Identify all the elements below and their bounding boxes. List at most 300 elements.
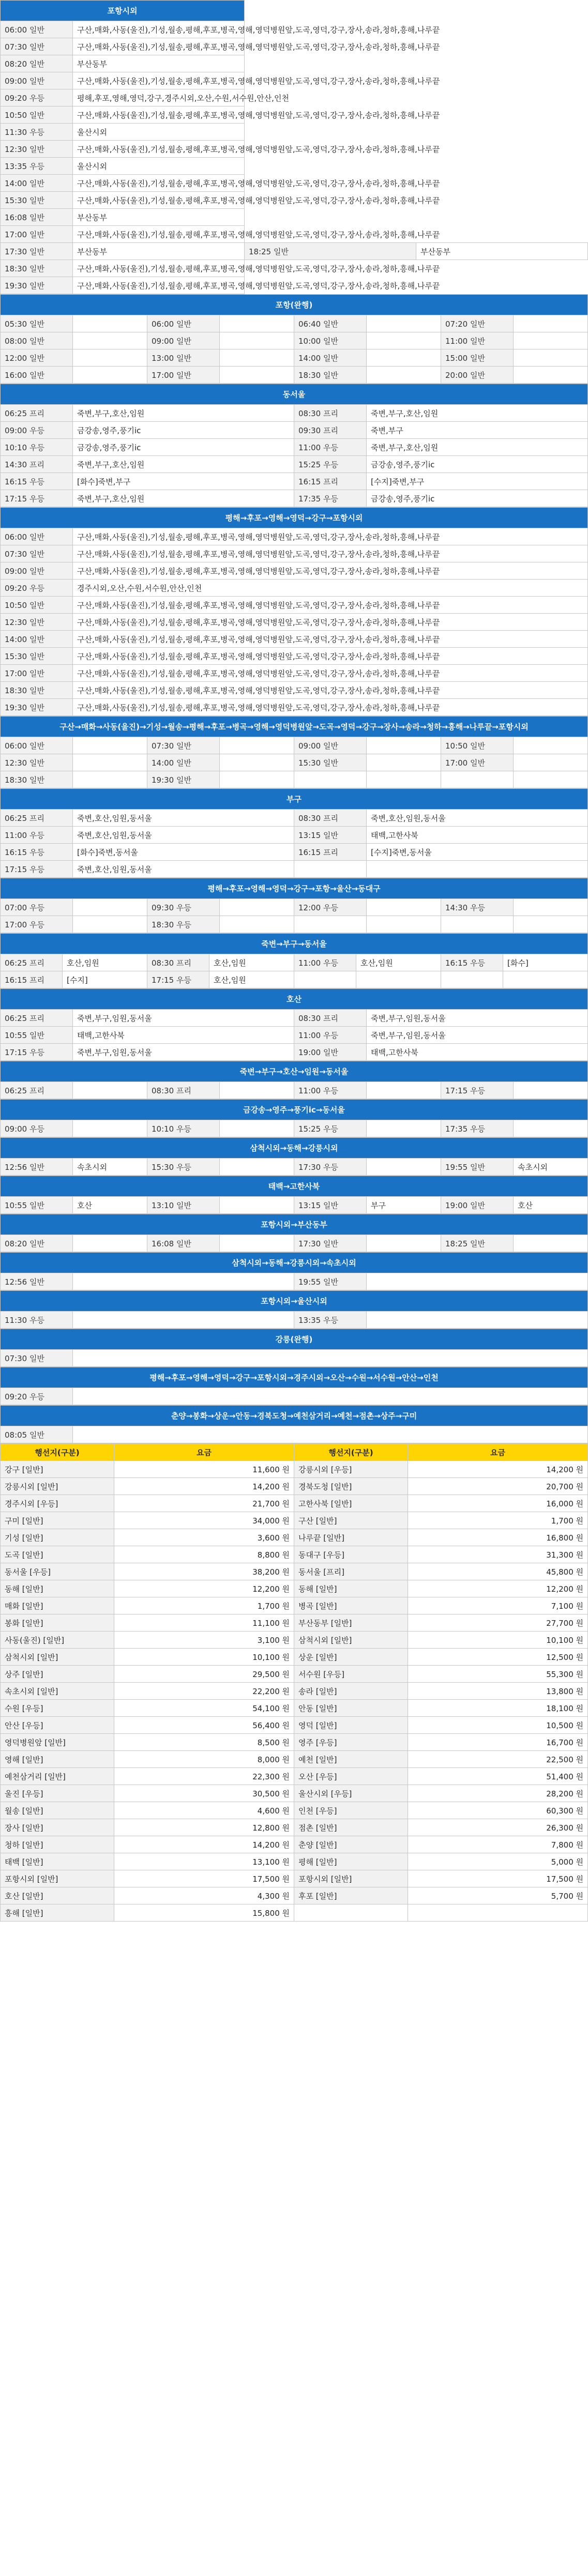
- stops: 구산,매화,사동(울진),기성,월송,평해,후포,병곡,영해,영덕병원앞,도곡,영덕,강구,장사,송라,청하,흥해,나루끝: [73, 260, 245, 277]
- stops: 금강송,영주,풍기ic: [367, 490, 588, 507]
- stops: [220, 737, 294, 754]
- fare-destination: 도곡 [일반]: [1, 1546, 114, 1563]
- schedule-row: [1, 916, 588, 933]
- departure-time: 06:00 일반: [1, 737, 73, 754]
- departure-time: 17:15 우등: [1, 490, 73, 507]
- fare-destination: 부산동부 [일반]: [294, 1614, 408, 1632]
- departure-time: 18:25 일반: [441, 1235, 514, 1252]
- fare-price: 3,100 원: [114, 1632, 294, 1649]
- fare-destination: 영해 [일반]: [1, 1751, 114, 1768]
- schedule-row: [1, 72, 588, 89]
- stops: [367, 754, 441, 771]
- departure-time: 11:00 우등: [294, 954, 356, 971]
- fare-price: 14,200 원: [114, 1478, 294, 1495]
- departure-time: 10:10 우등: [1, 439, 73, 456]
- stops: 죽변,호산,임원,동서울: [367, 810, 588, 827]
- fare-destination: 강릉시외 [우등]: [294, 1461, 408, 1478]
- route-title: 부구: [1, 789, 588, 810]
- departure-time: 06:40 일반: [294, 315, 367, 332]
- stops: [수지]죽변,동서울: [367, 844, 588, 861]
- schedule-row: [1, 597, 588, 614]
- schedule-row: [1, 89, 588, 106]
- departure-time: 17:30 일반: [294, 1235, 367, 1252]
- fare-price: 8,800 원: [114, 1546, 294, 1563]
- fare-price: 15,800 원: [114, 1904, 294, 1922]
- schedule-row: [1, 665, 588, 682]
- stops: [73, 771, 147, 788]
- stops: 죽변,부구,임원,동서울: [367, 1010, 588, 1027]
- fare-price: 1,700 원: [408, 1512, 588, 1529]
- departure-time: 17:15 우등: [1, 1044, 73, 1061]
- fare-destination: 태백 [일반]: [1, 1853, 114, 1870]
- fare-destination: 호산 [일반]: [1, 1887, 114, 1904]
- stops: [220, 1120, 294, 1137]
- departure-time: 07:30 일반: [1, 1350, 73, 1367]
- stops: [367, 1082, 441, 1099]
- stops: [220, 1235, 294, 1252]
- route-section: [0, 1290, 588, 1329]
- schedule-row: [1, 899, 588, 916]
- fare-row: [1, 1768, 588, 1785]
- schedule-row: [1, 682, 588, 699]
- route-title: 금강송→영주→풍기ic→동서울: [1, 1100, 588, 1120]
- route-section: [0, 716, 588, 788]
- schedule-row: [1, 771, 588, 788]
- fare-destination: 속초시외 [일반]: [1, 1683, 114, 1700]
- fare-row: [1, 1614, 588, 1632]
- departure-time: 15:25 우등: [294, 1120, 367, 1137]
- fare-price: 12,500 원: [408, 1649, 588, 1666]
- departure-time: 19:00 일반: [441, 1197, 514, 1214]
- stops: [514, 899, 588, 916]
- stops: 구산,매화,사동(울진),기성,월송,평해,후포,병곡,영해,영덕병원앞,도곡,영덕,강구,장사,송라,청하,흥해,나루끝: [73, 631, 588, 648]
- departure-time: 19:55 일반: [294, 1273, 367, 1290]
- departure-time: 18:25 일반: [245, 243, 416, 260]
- fare-destination: 동대구 [우등]: [294, 1546, 408, 1563]
- schedule-row: [1, 55, 588, 72]
- departure-time: [441, 971, 503, 988]
- fare-row: [1, 1666, 588, 1683]
- departure-time: [294, 771, 367, 788]
- fare-price: 26,300 원: [408, 1819, 588, 1836]
- departure-time: 16:08 일반: [147, 1235, 220, 1252]
- departure-time: 13:35 우등: [1, 158, 73, 175]
- departure-time: 17:15 우등: [1, 861, 73, 878]
- schedule-row: [1, 315, 588, 332]
- fare-destination: 수원 [우등]: [1, 1700, 114, 1717]
- schedule-row: [1, 243, 588, 260]
- stops: 구산,매화,사동(울진),기성,월송,평해,후포,병곡,영해,영덕병원앞,도곡,영덕,강구,장사,송라,청하,흥해,나루끝: [73, 699, 588, 716]
- route-title: 평해→후포→영해→영덕→강구→포항→울산→동대구: [1, 878, 588, 899]
- stops: 구산,매화,사동(울진),기성,월송,평해,후포,병곡,영해,영덕병원앞,도곡,영덕,강구,장사,송라,청하,흥해,나루끝: [73, 562, 588, 580]
- departure-time: 16:00 일반: [1, 367, 73, 384]
- stops: 죽변,부구,임원,동서울: [367, 1027, 588, 1044]
- route-title: 태백→고한사북: [1, 1176, 588, 1197]
- departure-time: 11:00 우등: [294, 439, 367, 456]
- fare-price: 13,800 원: [408, 1683, 588, 1700]
- fare-row: [1, 1887, 588, 1904]
- departure-time: 08:05 일반: [1, 1426, 73, 1443]
- route-title: 춘양→봉화→상운→안동→경북도청→예천삼거리→예천→점촌→상주→구미: [1, 1406, 588, 1426]
- stops: 구산,매화,사동(울진),기성,월송,평해,후포,병곡,영해,영덕병원앞,도곡,영덕,강구,장사,송라,청하,흥해,나루끝: [73, 21, 245, 38]
- stops: 구산,매화,사동(울진),기성,월송,평해,후포,병곡,영해,영덕병원앞,도곡,영덕,강구,장사,송라,청하,흥해,나루끝: [73, 192, 245, 209]
- fare-row: [1, 1700, 588, 1717]
- fare-price: 10,100 원: [408, 1632, 588, 1649]
- stops: 금강송,영주,풍기ic: [367, 456, 588, 473]
- departure-time: 12:00 우등: [294, 899, 367, 916]
- schedule-row: [1, 1197, 588, 1214]
- schedule-row: [1, 405, 588, 422]
- fare-destination: 동해 [일반]: [294, 1580, 408, 1597]
- departure-time: 20:00 일반: [441, 367, 514, 384]
- route-title: 포항(완행): [1, 295, 588, 315]
- stops: 부산동부: [416, 243, 588, 260]
- stops: 구산,매화,사동(울진),기성,월송,평해,후포,병곡,영해,영덕병원앞,도곡,영덕,강구,장사,송라,청하,흥해,나루끝: [73, 106, 245, 124]
- route-section: [0, 788, 588, 878]
- departure-time: 12:00 일반: [1, 349, 73, 367]
- fare-destination: 울진 [우등]: [1, 1785, 114, 1802]
- stops: [514, 916, 588, 933]
- fare-destination: 흥해 [일반]: [1, 1904, 114, 1922]
- stops: 울산시외: [73, 124, 245, 141]
- fare-price: 7,800 원: [408, 1836, 588, 1853]
- departure-time: 14:00 일반: [294, 349, 367, 367]
- fare-row: [1, 1904, 588, 1922]
- stops: [220, 349, 294, 367]
- stops: 죽변,부구,임원,동서울: [73, 1044, 294, 1061]
- fare-row: [1, 1870, 588, 1887]
- departure-time: 06:25 프리: [1, 405, 73, 422]
- schedule-row: [1, 1120, 588, 1137]
- schedule-row: [1, 861, 588, 878]
- fare-destination: 삼척시외 [일반]: [294, 1632, 408, 1649]
- fare-price: 17,500 원: [114, 1870, 294, 1887]
- departure-time: 06:25 프리: [1, 954, 63, 971]
- fare-price: 5,000 원: [408, 1853, 588, 1870]
- fare-destination: 영주 [우등]: [294, 1734, 408, 1751]
- departure-time: 14:00 일반: [147, 754, 220, 771]
- departure-time: 09:20 우등: [1, 1388, 73, 1405]
- stops: [220, 916, 294, 933]
- departure-time: 11:30 우등: [1, 1312, 73, 1329]
- stops: [73, 1426, 588, 1443]
- schedule-row: [1, 827, 588, 844]
- schedule-row: [1, 580, 588, 597]
- schedule-row: [1, 844, 588, 861]
- departure-time: 19:00 일반: [294, 1044, 367, 1061]
- fare-destination: 안동 [일반]: [294, 1700, 408, 1717]
- departure-time: 09:00 일반: [1, 562, 73, 580]
- schedule-row: [1, 1312, 588, 1329]
- fare-header-row: [1, 1444, 588, 1461]
- departure-time: 09:20 우등: [1, 89, 73, 106]
- stops: [367, 1235, 441, 1252]
- fare-price: 11,100 원: [114, 1614, 294, 1632]
- fare-row: [1, 1751, 588, 1768]
- fare-price: 8,000 원: [114, 1751, 294, 1768]
- departure-time: 17:00 우등: [1, 916, 73, 933]
- departure-time: 08:30 프리: [147, 954, 209, 971]
- stops: [367, 1312, 588, 1329]
- schedule-row: [1, 21, 588, 38]
- fare-destination: 상주 [일반]: [1, 1666, 114, 1683]
- route-section: [0, 1367, 588, 1405]
- departure-time: 06:00 일반: [1, 21, 73, 38]
- route-title: 삼척시외→동해→강릉시외→속초시외: [1, 1253, 588, 1273]
- fare-destination: 사동(울진) [일반]: [1, 1632, 114, 1649]
- fare-destination: 동해 [일반]: [1, 1580, 114, 1597]
- stops: [220, 367, 294, 384]
- departure-time: 18:30 일반: [294, 367, 367, 384]
- departure-time: 12:56 일반: [1, 1273, 73, 1290]
- departure-time: 17:35 우등: [294, 490, 367, 507]
- fare-row: [1, 1546, 588, 1563]
- departure-time: 17:30 우등: [294, 1159, 367, 1176]
- stops: 죽변,호산,임원,동서울: [73, 827, 294, 844]
- schedule-row: [1, 277, 588, 294]
- departure-time: 06:25 프리: [1, 1010, 73, 1027]
- departure-time: 13:35 우등: [294, 1312, 367, 1329]
- route-section: [0, 384, 588, 507]
- stops: 구산,매화,사동(울진),기성,월송,평해,후포,병곡,영해,영덕병원앞,도곡,영덕,강구,장사,송라,청하,흥해,나루끝: [73, 545, 588, 562]
- fare-price: 45,800 원: [408, 1563, 588, 1580]
- departure-time: 15:30 일반: [1, 648, 73, 665]
- stops: 죽변,부구,호산,임원: [367, 405, 588, 422]
- departure-time: 14:30 프리: [1, 456, 73, 473]
- stops: 죽변,부구,호산,임원: [367, 439, 588, 456]
- fare-price: 14,200 원: [114, 1836, 294, 1853]
- departure-time: 17:00 일반: [1, 665, 73, 682]
- fare-row: [1, 1461, 588, 1478]
- stops: 평해,후포,영해,영덕,강구,경주시외,오산,수원,서수원,안산,인천: [73, 89, 245, 106]
- departure-time: 09:00 우등: [1, 1120, 73, 1137]
- departure-time: 08:20 일반: [1, 1235, 73, 1252]
- departure-time: 15:30 우등: [147, 1159, 220, 1176]
- fare-destination: 포항시외 [일반]: [294, 1870, 408, 1887]
- departure-time: 08:00 일반: [1, 332, 73, 349]
- fare-column-header: 요금: [114, 1444, 294, 1461]
- stops: [73, 1120, 147, 1137]
- fare-price: 56,400 원: [114, 1717, 294, 1734]
- departure-time: 11:00 우등: [294, 1082, 367, 1099]
- departure-time: 09:00 우등: [1, 422, 73, 439]
- fare-price: 12,800 원: [114, 1819, 294, 1836]
- departure-time: 12:56 일반: [1, 1159, 73, 1176]
- schedule-row: [1, 38, 588, 55]
- stops: 부산동부: [73, 243, 245, 260]
- stops: [514, 332, 588, 349]
- stops: [73, 1388, 588, 1405]
- departure-time: 19:55 일반: [441, 1159, 514, 1176]
- departure-time: 17:00 일반: [441, 754, 514, 771]
- schedule-row: [1, 1426, 588, 1443]
- stops: [220, 899, 294, 916]
- stops: 구산,매화,사동(울진),기성,월송,평해,후포,병곡,영해,영덕병원앞,도곡,영덕,강구,장사,송라,청하,흥해,나루끝: [73, 72, 245, 89]
- fare-destination: 삼척시외 [일반]: [1, 1649, 114, 1666]
- schedule-row: [1, 754, 588, 771]
- route-section: [0, 1176, 588, 1214]
- route-title: 죽변→부구→호산→임원→동서울: [1, 1061, 588, 1082]
- stops: 경주시외,오산,수원,서수원,안산,인천: [73, 580, 588, 597]
- stops: [73, 737, 147, 754]
- departure-time: 13:10 일반: [147, 1197, 220, 1214]
- departure-time: 18:30 일반: [1, 260, 73, 277]
- fare-destination: 매화 [일반]: [1, 1597, 114, 1614]
- departure-time: 16:15 우등: [441, 954, 503, 971]
- fare-price: 8,500 원: [114, 1734, 294, 1751]
- stops: [503, 971, 588, 988]
- fare-table: [0, 1443, 588, 1922]
- fare-price: 16,000 원: [408, 1495, 588, 1512]
- fare-price: 4,600 원: [114, 1802, 294, 1819]
- schedule-row: [1, 209, 588, 226]
- fare-price: 55,300 원: [408, 1666, 588, 1683]
- schedule-row: [1, 810, 588, 827]
- departure-time: 17:00 일반: [147, 367, 220, 384]
- stops: [367, 861, 588, 878]
- departure-time: 17:15 우등: [441, 1082, 514, 1099]
- fare-destination: 서수원 [우등]: [294, 1666, 408, 1683]
- stops: 속초시외: [514, 1159, 588, 1176]
- departure-time: 08:30 프리: [294, 810, 367, 827]
- stops: [73, 899, 147, 916]
- fare-price: 3,600 원: [114, 1529, 294, 1546]
- schedule-row: [1, 699, 588, 716]
- fare-row: [1, 1495, 588, 1512]
- stops: [220, 754, 294, 771]
- stops: [356, 971, 441, 988]
- departure-time: 07:00 우등: [1, 899, 73, 916]
- fare-destination: 기성 [일반]: [1, 1529, 114, 1546]
- fare-destination: 점촌 [일반]: [294, 1819, 408, 1836]
- departure-time: 05:30 일반: [1, 315, 73, 332]
- stops: 태백,고한사북: [367, 1044, 588, 1061]
- stops: [220, 1197, 294, 1214]
- stops: [73, 1350, 588, 1367]
- stops: 구산,매화,사동(울진),기성,월송,평해,후포,병곡,영해,영덕병원앞,도곡,영덕,강구,장사,송라,청하,흥해,나루끝: [73, 226, 245, 243]
- fare-price: 1,700 원: [114, 1597, 294, 1614]
- departure-time: 19:30 일반: [1, 277, 73, 294]
- stops: [514, 1120, 588, 1137]
- departure-time: 12:30 일반: [1, 141, 73, 158]
- stops: 구산,매화,사동(울진),기성,월송,평해,후포,병곡,영해,영덕병원앞,도곡,영덕,강구,장사,송라,청하,흥해,나루끝: [73, 277, 245, 294]
- departure-time: 17:15 우등: [147, 971, 209, 988]
- departure-time: 17:35 우등: [441, 1120, 514, 1137]
- schedule-row: [1, 545, 588, 562]
- departure-time: 17:30 일반: [1, 243, 73, 260]
- departure-time: 10:55 일반: [1, 1027, 73, 1044]
- departure-time: 15:30 일반: [1, 192, 73, 209]
- route-section: [0, 1252, 588, 1290]
- departure-time: 09:00 일반: [1, 72, 73, 89]
- route-section: [0, 1061, 588, 1099]
- stops: [73, 916, 147, 933]
- departure-time: 08:30 프리: [147, 1082, 220, 1099]
- schedule-row: [1, 349, 588, 367]
- schedule-row: [1, 141, 588, 158]
- schedule-row: [1, 954, 588, 971]
- departure-time: 16:15 우등: [1, 473, 73, 490]
- departure-time: 07:30 일반: [147, 737, 220, 754]
- fare-destination: 나루끝 [일반]: [294, 1529, 408, 1546]
- fare-price: 20,700 원: [408, 1478, 588, 1495]
- departure-time: 10:50 일반: [1, 597, 73, 614]
- route-title: 평해→후포→영해→영덕→강구→포항시외→경주시외→오산→수원→서수원→안산→인천: [1, 1367, 588, 1388]
- fare-price: 60,300 원: [408, 1802, 588, 1819]
- schedule-row: [1, 192, 588, 209]
- stops: 속초시외: [73, 1159, 147, 1176]
- fare-destination: 강릉시외 [일반]: [1, 1478, 114, 1495]
- stops: 구산,매화,사동(울진),기성,월송,평해,후포,병곡,영해,영덕병원앞,도곡,영덕,강구,장사,송라,청하,흥해,나루끝: [73, 597, 588, 614]
- route-title: 평해→후포→영해→영덕→강구→포항시외: [1, 508, 588, 528]
- fare-price: 34,000 원: [114, 1512, 294, 1529]
- departure-time: 12:30 일반: [1, 614, 73, 631]
- stops: [514, 1235, 588, 1252]
- fare-destination: 오산 [우등]: [294, 1768, 408, 1785]
- fare-row: [1, 1632, 588, 1649]
- departure-time: 11:30 우등: [1, 124, 73, 141]
- departure-time: 14:00 일반: [1, 631, 73, 648]
- fare-row: [1, 1734, 588, 1751]
- fare-destination: 경북도청 [일반]: [294, 1478, 408, 1495]
- departure-time: 17:00 일반: [1, 226, 73, 243]
- schedule-row: [1, 106, 588, 124]
- departure-time: 08:20 일반: [1, 55, 73, 72]
- schedule-row: [1, 562, 588, 580]
- stops: [367, 315, 441, 332]
- route-section: [0, 933, 588, 988]
- stops: [220, 771, 294, 788]
- stops: 부산동부: [73, 209, 245, 226]
- route-section: [0, 507, 588, 716]
- fare-destination: 예천 [일반]: [294, 1751, 408, 1768]
- fare-row: [1, 1649, 588, 1666]
- departure-time: 16:15 프리: [294, 473, 367, 490]
- stops: 구산,매화,사동(울진),기성,월송,평해,후포,병곡,영해,영덕병원앞,도곡,영덕,강구,장사,송라,청하,흥해,나루끝: [73, 141, 245, 158]
- schedule-row: [1, 226, 588, 243]
- stops: 죽변,호산,임원,동서울: [73, 810, 294, 827]
- stops: 호산,임원: [63, 954, 147, 971]
- stops: 호산,임원: [356, 954, 441, 971]
- schedule-row: [1, 175, 588, 192]
- stops: [73, 332, 147, 349]
- route-title: 동서울: [1, 384, 588, 405]
- route-title: 포항시외→울산시외: [1, 1291, 588, 1312]
- departure-time: 11:00 일반: [441, 332, 514, 349]
- schedule-row: [1, 631, 588, 648]
- schedule-row: [1, 367, 588, 384]
- route-section: [0, 988, 588, 1061]
- stops: [514, 349, 588, 367]
- route-section: [0, 294, 588, 384]
- stops: 부산동부: [73, 55, 245, 72]
- route-section: [0, 1099, 588, 1137]
- schedule-row: [1, 439, 588, 456]
- departure-time: [294, 916, 367, 933]
- stops: 금강송,영주,풍기ic: [73, 439, 294, 456]
- stops: [220, 315, 294, 332]
- departure-time: 10:55 일반: [1, 1197, 73, 1214]
- departure-time: 07:30 일반: [1, 38, 73, 55]
- fare-destination: 청하 [일반]: [1, 1836, 114, 1853]
- stops: [화수]: [503, 954, 588, 971]
- departure-time: 19:30 일반: [1, 699, 73, 716]
- fare-price: 12,200 원: [408, 1580, 588, 1597]
- fare-destination: 경주시외 [우등]: [1, 1495, 114, 1512]
- departure-time: [441, 771, 514, 788]
- fare-price: 10,500 원: [408, 1717, 588, 1734]
- fare-destination: 구산 [일반]: [294, 1512, 408, 1529]
